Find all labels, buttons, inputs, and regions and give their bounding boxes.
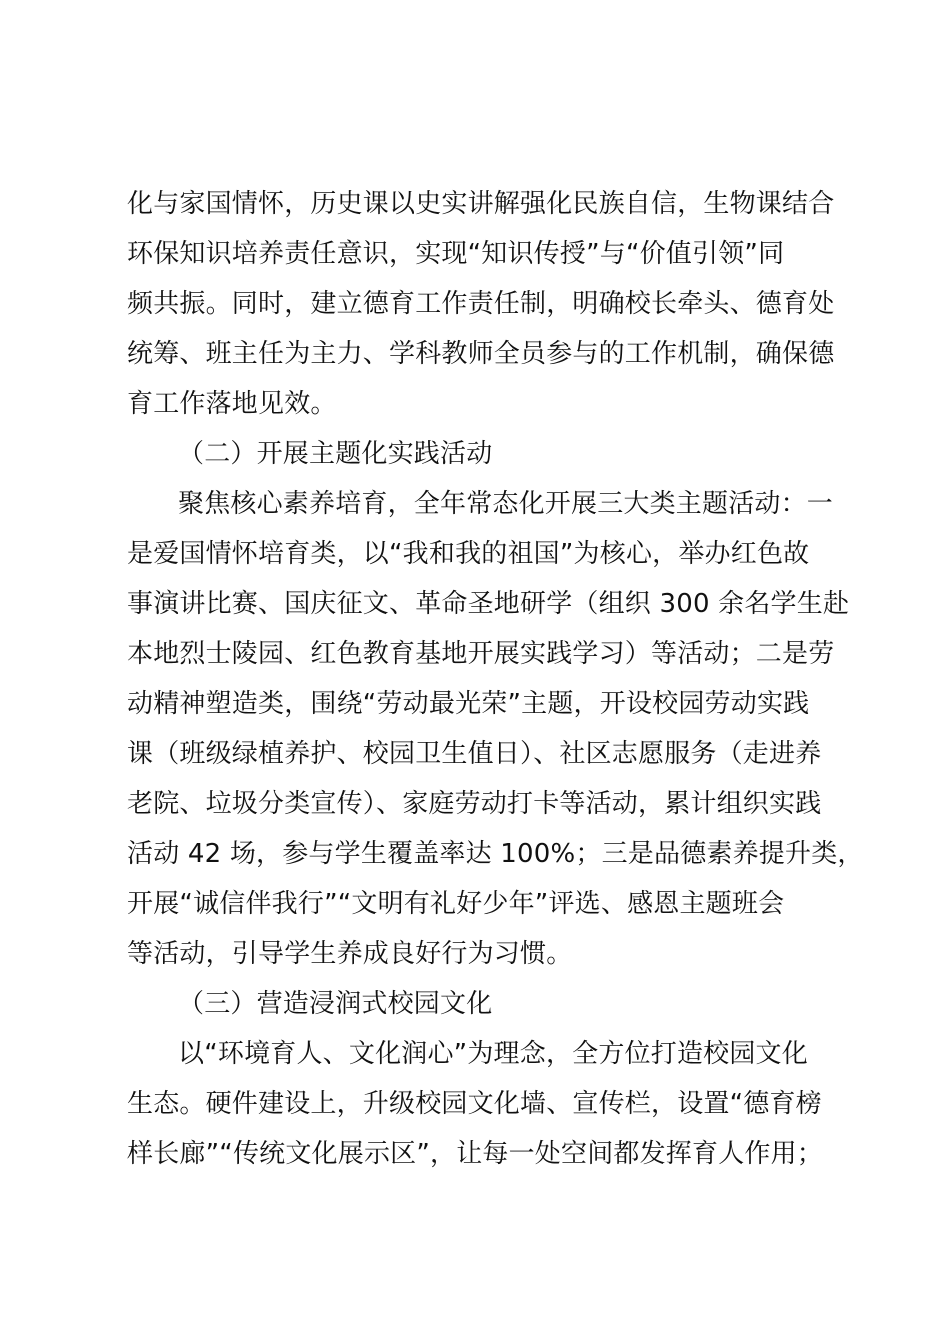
section-heading: （二）开展主题化实践活动 bbox=[178, 439, 493, 469]
paragraph-line: 频共振。同时，建立德育工作责任制，明确校长牵头、德育处 bbox=[127, 289, 835, 319]
paragraph-line: 是爱国情怀培育类，以“我和我的祖国”为核心，举办红色故 bbox=[127, 539, 810, 569]
paragraph-line: 育工作落地见效。 bbox=[127, 389, 337, 419]
paragraph-line: 老院、垃圾分类宣传）、家庭劳动打卡等活动，累计组织实践 bbox=[127, 789, 822, 819]
paragraph-line: 等活动，引导学生养成良好行为习惯。 bbox=[127, 939, 573, 969]
paragraph-line: 统筹、班主任为主力、学科教师全员参与的工作机制，确保德 bbox=[127, 339, 835, 369]
paragraph-line: 聚焦核心素养培育，全年常态化开展三大类主题活动：一 bbox=[178, 489, 834, 519]
paragraph-line: 生态。硬件建设上，升级校园文化墙、宣传栏，设置“德育榜 bbox=[127, 1089, 822, 1119]
paragraph-line: 样长廊”“传统文化展示区”，让每一处空间都发挥育人作用； bbox=[127, 1139, 824, 1169]
section-heading: （三）营造浸润式校园文化 bbox=[178, 989, 493, 1019]
paragraph-line: 环保知识培养责任意识，实现“知识传授”与“价值引领”同 bbox=[127, 239, 785, 269]
paragraph-line: 以“环境育人、文化润心”为理念，全方位打造校园文化 bbox=[178, 1039, 808, 1069]
paragraph-line: 本地烈士陵园、红色教育基地开展实践学习）等活动；二是劳 bbox=[127, 639, 835, 669]
paragraph-line: 动精神塑造类，围绕“劳动最光荣”主题，开设校园劳动实践 bbox=[127, 689, 810, 719]
paragraph-line: 开展“诚信伴我行”“文明有礼好少年”评选、感恩主题班会 bbox=[127, 889, 785, 919]
paragraph-line: 化与家国情怀，历史课以史实讲解强化民族自信，生物课结合 bbox=[127, 189, 835, 219]
paragraph-line: 事演讲比赛、国庆征文、革命圣地研学（组织 300 余名学生赴 bbox=[127, 589, 850, 619]
paragraph-line: 课（班级绿植养护、校园卫生值日）、社区志愿服务（走进养 bbox=[127, 739, 822, 769]
paragraph-line: 活动 42 场，参与学生覆盖率达 100%；三是品德素养提升类， bbox=[127, 839, 864, 869]
